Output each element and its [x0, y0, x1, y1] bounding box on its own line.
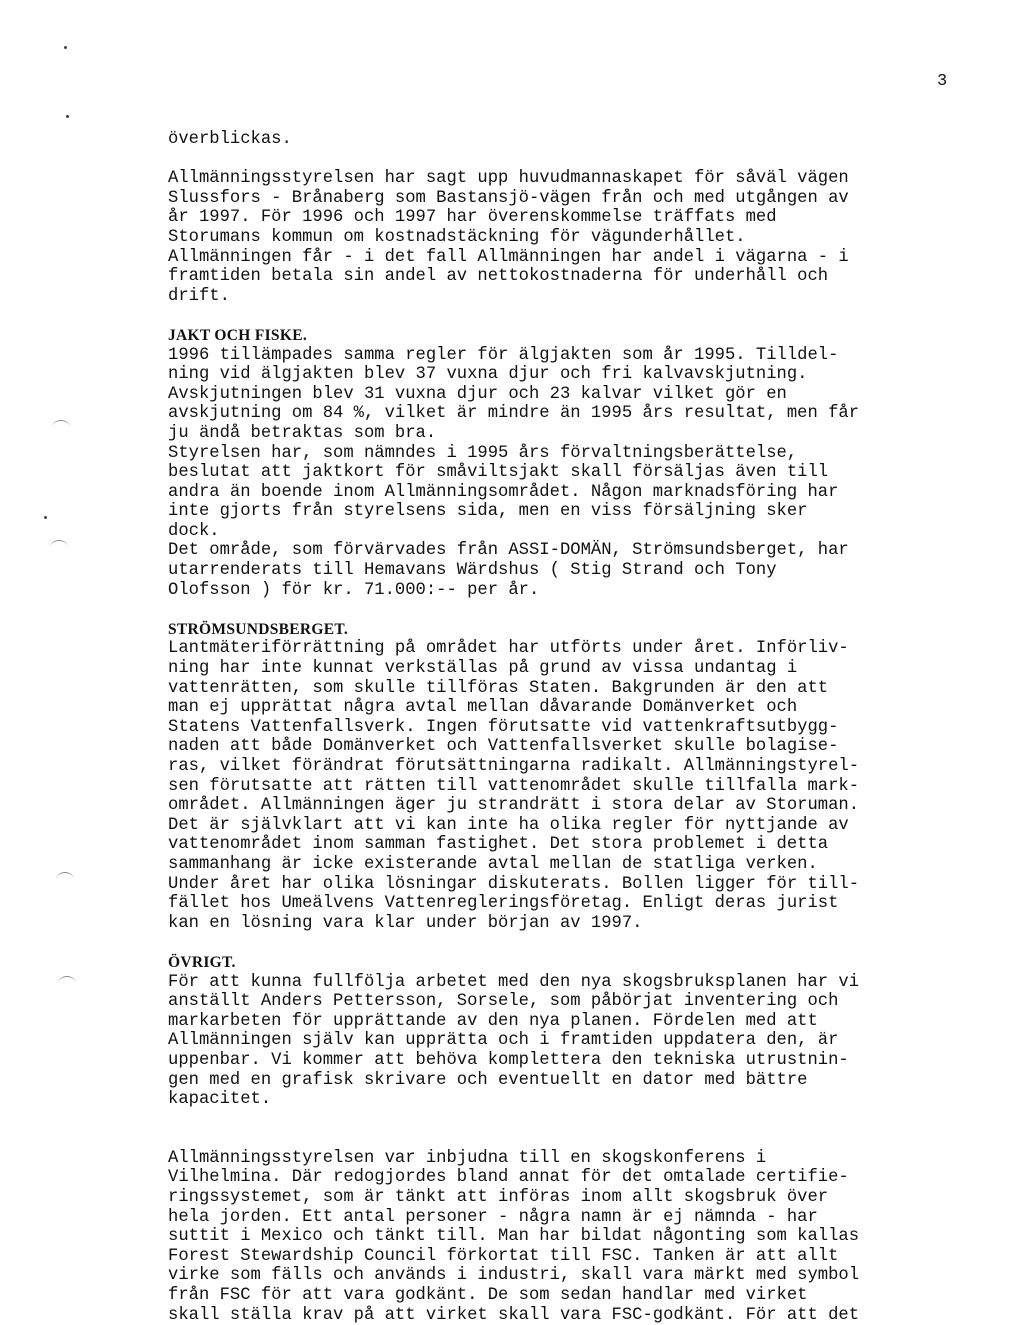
- text-line: man ej upprättat några avtal mellan dåvarande Domänverket och: [168, 698, 798, 718]
- text-line: Styrelsen har, som nämndes i 1995 års förvaltningsberättelse,: [168, 443, 798, 463]
- text-line: Det område, som förvärvades från ASSI-DOMÄN, Strömsundsberget, har: [168, 541, 849, 561]
- document-body: [168, 130, 988, 1325]
- text-line: suttit i Mexico och tänkt till. Man har bildat någonting som kallas: [168, 1227, 860, 1247]
- text-line: ringssystemet, som är tänkt att införas inom allt skogsbruk över: [168, 1188, 829, 1208]
- text-line: sammanhang är icke existerande avtal mellan de statliga verken.: [168, 854, 818, 874]
- text-line: inte gjorts från styrelsens sida, men en viss försäljning sker: [168, 502, 808, 522]
- section-stromsundsberget: [168, 620, 988, 934]
- text-line: Allmänningen får - i det fall Allmänningen har andel i vägarna - i: [168, 247, 849, 267]
- text-line: naden att både Domänverket och Vattenfallsverket skulle bolagise-: [168, 737, 839, 757]
- text-line: vattenområdet inom samman fastighet. Det stora problemet i detta: [168, 835, 829, 855]
- section-heading: JAKT OCH FISKE.: [168, 326, 308, 344]
- text-line: Det är självklart att vi kan inte ha olika regler för nyttjande av: [168, 815, 849, 835]
- text-line: markarbeten för upprättande av den nya planen. Fördelen med att: [168, 1011, 818, 1031]
- text-line: anställt Anders Pettersson, Sorsele, som påbörjat inventering och: [168, 992, 839, 1012]
- section-heading: STRÖMSUNDSBERGET.: [168, 620, 349, 638]
- text-line: från FSC för att vara godkänt. De som sedan handlar med virket: [168, 1286, 808, 1306]
- text-line: drift.: [168, 286, 230, 306]
- text-line: ning vid älgjakten blev 37 vuxna djur och fri kalvavskjutning.: [168, 365, 808, 385]
- text-line: virke som fälls och används i industri, skall vara märkt med symbol: [168, 1266, 860, 1286]
- text-line: Vilhelmina. Där redogjordes bland annat för det omtalade certifie-: [168, 1168, 849, 1188]
- text-line: Avskjutningen blev 31 vuxna djur och 23 kalvar vilket gör en: [168, 384, 787, 404]
- text-line: 1996 tillämpades samma regler för älgjakten som år 1995. Tilldel-: [168, 345, 839, 365]
- intro-text: [168, 130, 988, 150]
- text-line: ning har inte kunnat verkställas på grund av vissa undantag i: [168, 659, 798, 679]
- text-line: överblickas.: [168, 130, 292, 149]
- text-line: avskjutning om 84 %, vilket är mindre än 1995 års resultat, men får: [168, 404, 860, 424]
- text-line: dock.: [168, 521, 220, 541]
- conference-paragraph: [168, 1149, 988, 1325]
- text-line: Statens Vattenfallsverk. Ingen förutsatte vid vattenkraftsutbygg-: [168, 717, 839, 737]
- text-line: år 1997. För 1996 och 1997 har överenskommelse träffats med: [168, 208, 777, 228]
- text-line: hela jorden. Ett antal personer - några namn är ej nämnda - har: [168, 1207, 818, 1227]
- text-line: fället hos Umeälvens Vattenregleringsföretag. Enligt deras jurist: [168, 894, 839, 914]
- scan-mark: [50, 540, 68, 555]
- text-line: vattenrätten, som skulle tillföras Staten. Bakgrunden är den att: [168, 678, 829, 698]
- text-line: skall ställa krav på att virket skall vara FSC-godkänt. För att det: [168, 1305, 860, 1325]
- text-line: Lantmäteriförrättning på området har utförts under året. Införliv-: [168, 639, 849, 659]
- text-line: uppenbar. Vi kommer att behöva komplettera den tekniska utrustnin-: [168, 1050, 849, 1070]
- section-heading: ÖVRIGT.: [168, 953, 236, 971]
- text-line: Allmänningsstyrelsen har sagt upp huvudmannaskapet för såväl vägen: [168, 169, 849, 189]
- text-line: Storumans kommun om kostnadstäckning för vägunderhållet.: [168, 227, 746, 247]
- text-line: Forest Stewardship Council förkortat till FSC. Tanken är att allt: [168, 1246, 839, 1266]
- text-line: Allmänningsstyrelsen var inbjudna till en skogskonferens i: [168, 1148, 767, 1168]
- scan-speck: [44, 516, 47, 519]
- scan-speck: [64, 46, 67, 49]
- text-line: Olofsson ) för kr. 71.000:-- per år.: [168, 580, 540, 600]
- text-line: kapacitet.: [168, 1090, 272, 1110]
- text-line: För att kunna fullfölja arbetet med den nya skogsbruksplanen har vi: [168, 972, 860, 992]
- text-line: gen med en grafisk skrivare och eventuellt en dator med bättre: [168, 1070, 808, 1090]
- text-line: kan en lösning vara klar under början av 1997.: [168, 913, 643, 933]
- scan-mark: [56, 872, 74, 887]
- text-line: Allmänningen själv kan upprätta och i framtiden uppdatera den, är: [168, 1031, 839, 1051]
- text-line: utarrenderats till Hemavans Wärdshus ( Stig Strand och Tony: [168, 561, 777, 581]
- text-line: ras, vilket förändrat förutsättningarna radikalt. Allmänningstyrel-: [168, 757, 860, 776]
- scan-speck: [66, 115, 69, 118]
- roads-paragraph: [168, 169, 988, 306]
- scan-mark: [52, 420, 70, 435]
- section-ovrigt: [168, 953, 988, 1110]
- scan-mark: [58, 976, 76, 991]
- text-line: sen förutsatte att rätten till vattenområdet skulle tillfalla mark-: [168, 776, 860, 796]
- text-line: Slussfors - Brånaberg som Bastansjö-vägen från och med utgången av: [168, 188, 849, 208]
- page-number: 3: [937, 72, 948, 91]
- text-line: ju ändå betraktas som bra.: [168, 423, 437, 443]
- text-line: andra än boende inom Allmänningsområdet. Någon marknadsföring har: [168, 482, 839, 502]
- text-line: beslutat att jaktkort för småviltsjakt skall försäljas även till: [168, 463, 829, 483]
- text-line: området. Allmänningen äger ju strandrätt i stora delar av Storuman.: [168, 796, 860, 816]
- text-line: Under året har olika lösningar diskuterats. Bollen ligger för till-: [168, 874, 860, 894]
- section-jakt-och-fiske: [168, 326, 988, 600]
- text-line: framtiden betala sin andel av nettokostnaderna för underhåll och: [168, 267, 829, 287]
